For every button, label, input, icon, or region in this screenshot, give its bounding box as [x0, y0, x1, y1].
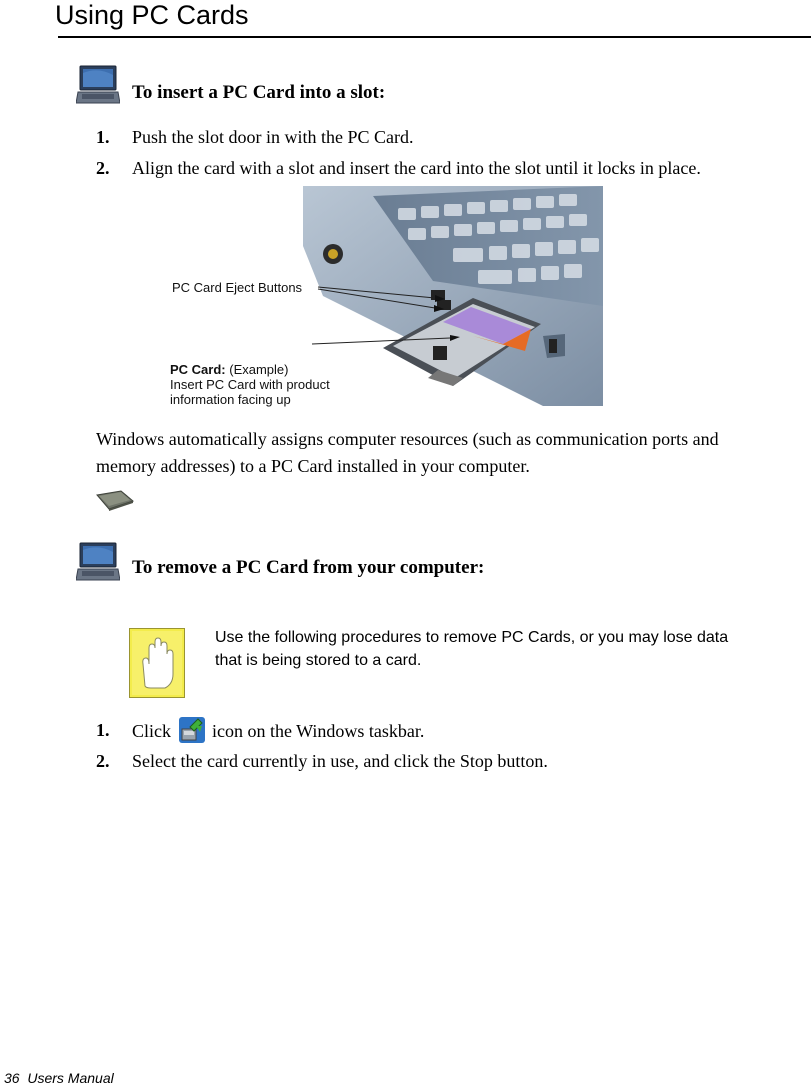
paragraph-line: memory addresses) to a PC Card installed in your computer. — [96, 456, 530, 476]
note-line: that is being stored to a card. — [215, 652, 422, 669]
step-number: 1. — [96, 127, 110, 147]
step-number: 1. — [96, 720, 110, 740]
list-item — [96, 126, 796, 148]
list-item — [96, 750, 696, 772]
step-number: 2. — [96, 751, 110, 771]
callout-pc-card — [170, 362, 330, 407]
step-text — [132, 719, 424, 747]
step-number: 2. — [96, 158, 110, 178]
unplug-hardware-icon[interactable] — [178, 716, 206, 744]
stop-hand-icon — [129, 628, 185, 703]
list-item — [96, 157, 806, 179]
step-text-after: icon on the Windows taskbar. — [212, 721, 425, 742]
title-rule — [58, 36, 811, 38]
paragraph-line: Windows automatically assigns computer resources (such as communication ports and — [96, 429, 719, 449]
callout-pc-card-line2: Insert PC Card with product — [170, 377, 330, 392]
body-paragraph — [96, 426, 719, 480]
laptop-icon — [76, 65, 120, 110]
callout-pc-card-example: (Example) — [225, 362, 289, 377]
note-text — [215, 626, 728, 672]
laptop-icon — [76, 542, 120, 587]
step-text: Align the card with a slot and insert the card into the slot until it locks in place. — [132, 158, 701, 178]
section-heading-remove: To remove a PC Card from your computer: — [132, 557, 485, 578]
step-text: Push the slot door in with the PC Card. — [132, 127, 414, 147]
step-text-before: Click — [132, 721, 171, 742]
callout-pc-card-line3: information facing up — [170, 392, 291, 407]
callout-pc-card-label: PC Card: — [170, 362, 226, 377]
section-heading-insert: To insert a PC Card into a slot: — [132, 82, 386, 103]
note-line: Use the following procedures to remove PC Cards, or you may lose data — [215, 629, 729, 646]
step-text: Select the card currently in use, and click the Stop button. — [132, 751, 548, 771]
page-title: Using PC Cards — [55, 0, 249, 30]
page-footer: 36 Users Manual — [4, 1070, 114, 1086]
pc-card-icon — [95, 489, 135, 516]
list-item — [96, 719, 596, 745]
callout-eject-buttons: PC Card Eject Buttons — [172, 280, 303, 295]
